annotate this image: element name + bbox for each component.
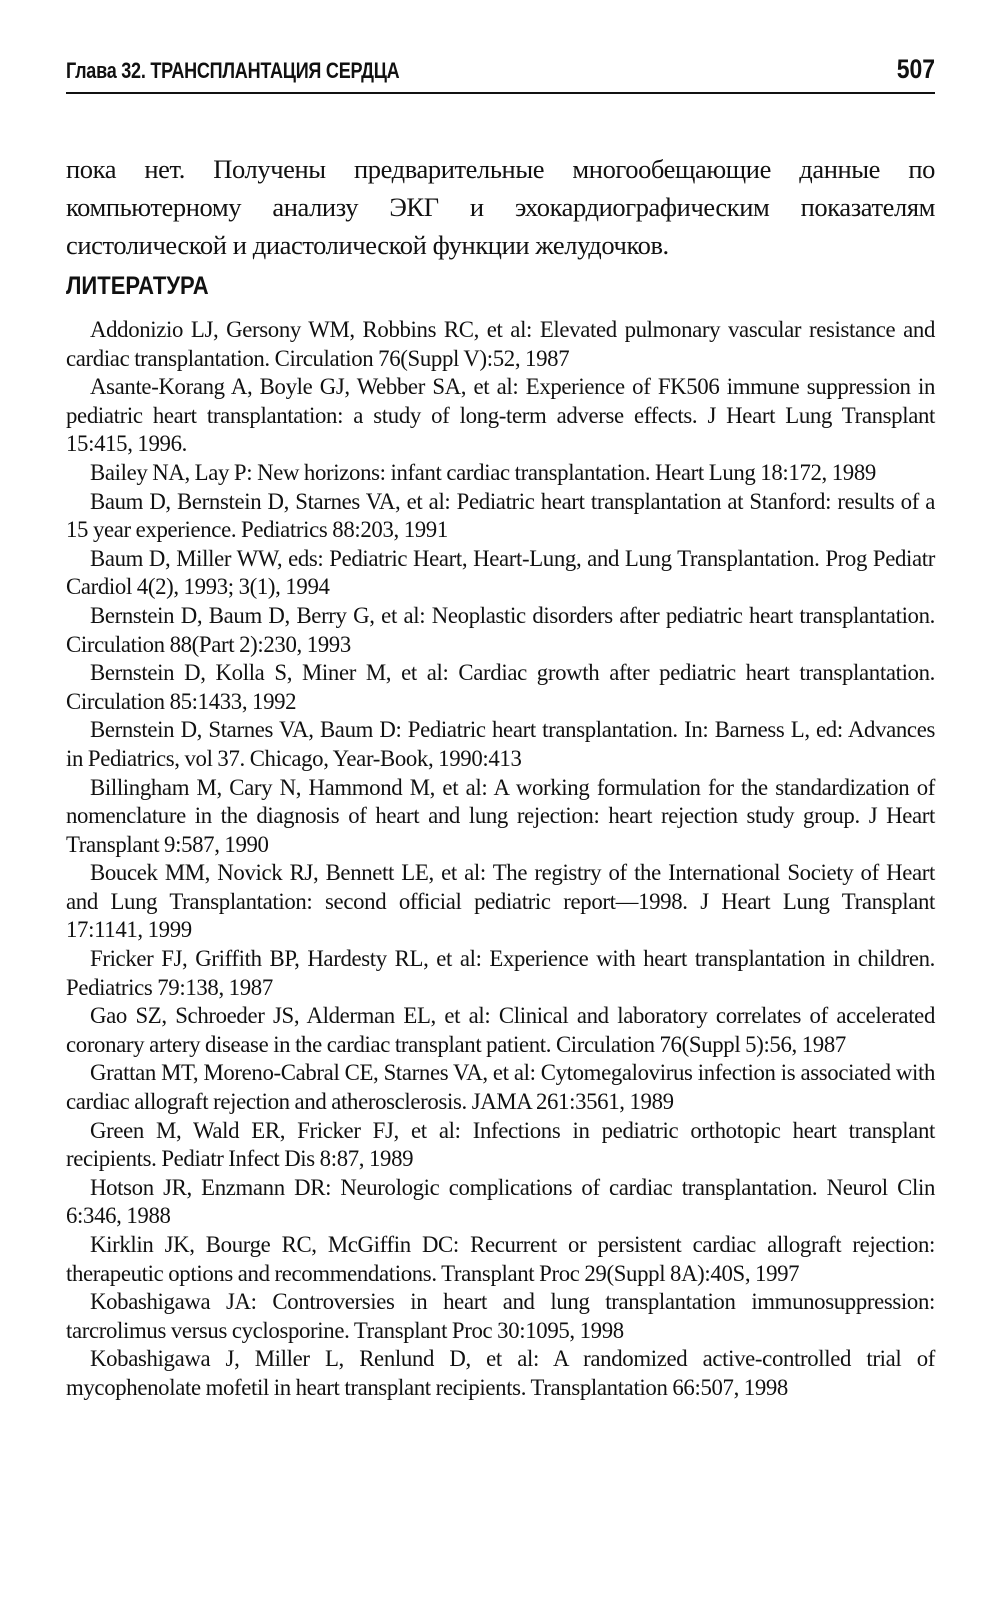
reference-item: Fricker FJ, Griffith BP, Hardesty RL, et al: Experience with heart transplantation in children. Pediatrics 79:138, 1987 <box>66 946 935 1000</box>
reference-item: Grattan MT, Moreno-Cabral CE, Starnes VA, et al: Cytomegalovirus infection is associated with cardiac allograft rejection and atherosclerosis. JAMA 261:3561, 1989 <box>66 1060 935 1115</box>
reference-item: Billingham M, Cary N, Hammond M, et al: A working formulation for the standardization of nomenclature in the diagnosis of heart and lung rejection: heart rejection study group. J Heart Transplant 9:587, 1990 <box>66 774 935 857</box>
reference-item: Baum D, Bernstein D, Starnes VA, et al: Pediatric heart transplantation at Stanford: results of a 15 year experience. Pediatrics 88:203, 1991 <box>66 488 935 543</box>
reference-item: Bernstein D, Starnes VA, Baum D: Pediatric heart transplantation. In: Barness L, ed: Advances in Pediatrics, vol 37. Chicago, Year-Book, 1990:413 <box>66 717 935 771</box>
reference-item: Kobashigawa J, Miller L, Renlund D, et al: A randomized active-controlled trial of mycophenolate mofetil in heart transplant recipients. Transplantation 66:507, 1998 <box>66 1346 935 1400</box>
reference-item: Boucek MM, Novick RJ, Bennett LE, et al: The registry of the International Society of Heart and Lung Transplantation: second official pediatric report—1998. J Heart Lung Transplant 17:1141, 1999 <box>66 860 935 943</box>
reference-item: Baum D, Miller WW, eds: Pediatric Heart, Heart-Lung, and Lung Transplantation. Prog Pediatr Cardiol 4(2), 1993; 3(1), 1994 <box>66 545 935 600</box>
reference-item: Hotson JR, Enzmann DR: Neurologic complications of cardiac transplantation. Neurol Clin 6:346, 1988 <box>66 1174 935 1229</box>
reference-item: Kobashigawa JA: Controversies in heart and lung transplantation immunosuppression: tarcrolimus versus cyclosporine. Transplant Proc 30:1095, 1998 <box>66 1289 935 1343</box>
reference-item: Bailey NA, Lay P: New horizons: infant cardiac transplantation. Heart Lung 18:172, 1989 <box>90 459 876 485</box>
literature-heading: ЛИТЕРАТУРА <box>66 272 209 300</box>
reference-item: Asante-Korang A, Boyle GJ, Webber SA, et al: Experience of FK506 immune suppression in pediatric heart transplantation: a study of long-term adverse effects. J Heart Lung Transplant 15:415, 1996. <box>66 374 935 457</box>
reference-item: Kirklin JK, Bourge RC, McGiffin DC: Recurrent or persistent cardiac allograft rejection: therapeutic options and recommendations. Transplant Proc 29(Suppl 8A):40S, 1997 <box>66 1232 935 1286</box>
reference-item: Green M, Wald ER, Fricker FJ, et al: Infections in pediatric orthotopic heart transplant recipients. Pediatr Infect Dis 8:87, 1989 <box>66 1117 935 1172</box>
reference-item: Bernstein D, Kolla S, Miner M, et al: Cardiac growth after pediatric heart transplantation. Circulation 85:1433, 1992 <box>66 660 935 714</box>
reference-item: Gao SZ, Schroeder JS, Alderman EL, et al: Clinical and laboratory correlates of accelerated coronary artery disease in the cardiac transplant patient. Circulation 76(Suppl 5):56, 1987 <box>66 1003 935 1057</box>
body-paragraph: пока нет. Получены предварительные многообещающие данные по компьютерному анализу ЭКГ и эхокардиографическим показателям систолической и диастолической функции желудочков. <box>66 154 935 260</box>
reference-list <box>66 316 935 1403</box>
reference-item: Addonizio LJ, Gersony WM, Robbins RC, et al: Elevated pulmonary vascular resistance and cardiac transplantation. Circulation 76(Suppl V):52, 1987 <box>66 317 935 371</box>
chapter-title: Глава 32. ТРАНСПЛАНТАЦИЯ СЕРДЦА <box>66 58 400 83</box>
reference-item: Bernstein D, Baum D, Berry G, et al: Neoplastic disorders after pediatric heart transplantation. Circulation 88(Part 2):230, 1993 <box>66 602 935 657</box>
page-number: 507 <box>896 54 935 84</box>
running-head <box>66 52 935 94</box>
